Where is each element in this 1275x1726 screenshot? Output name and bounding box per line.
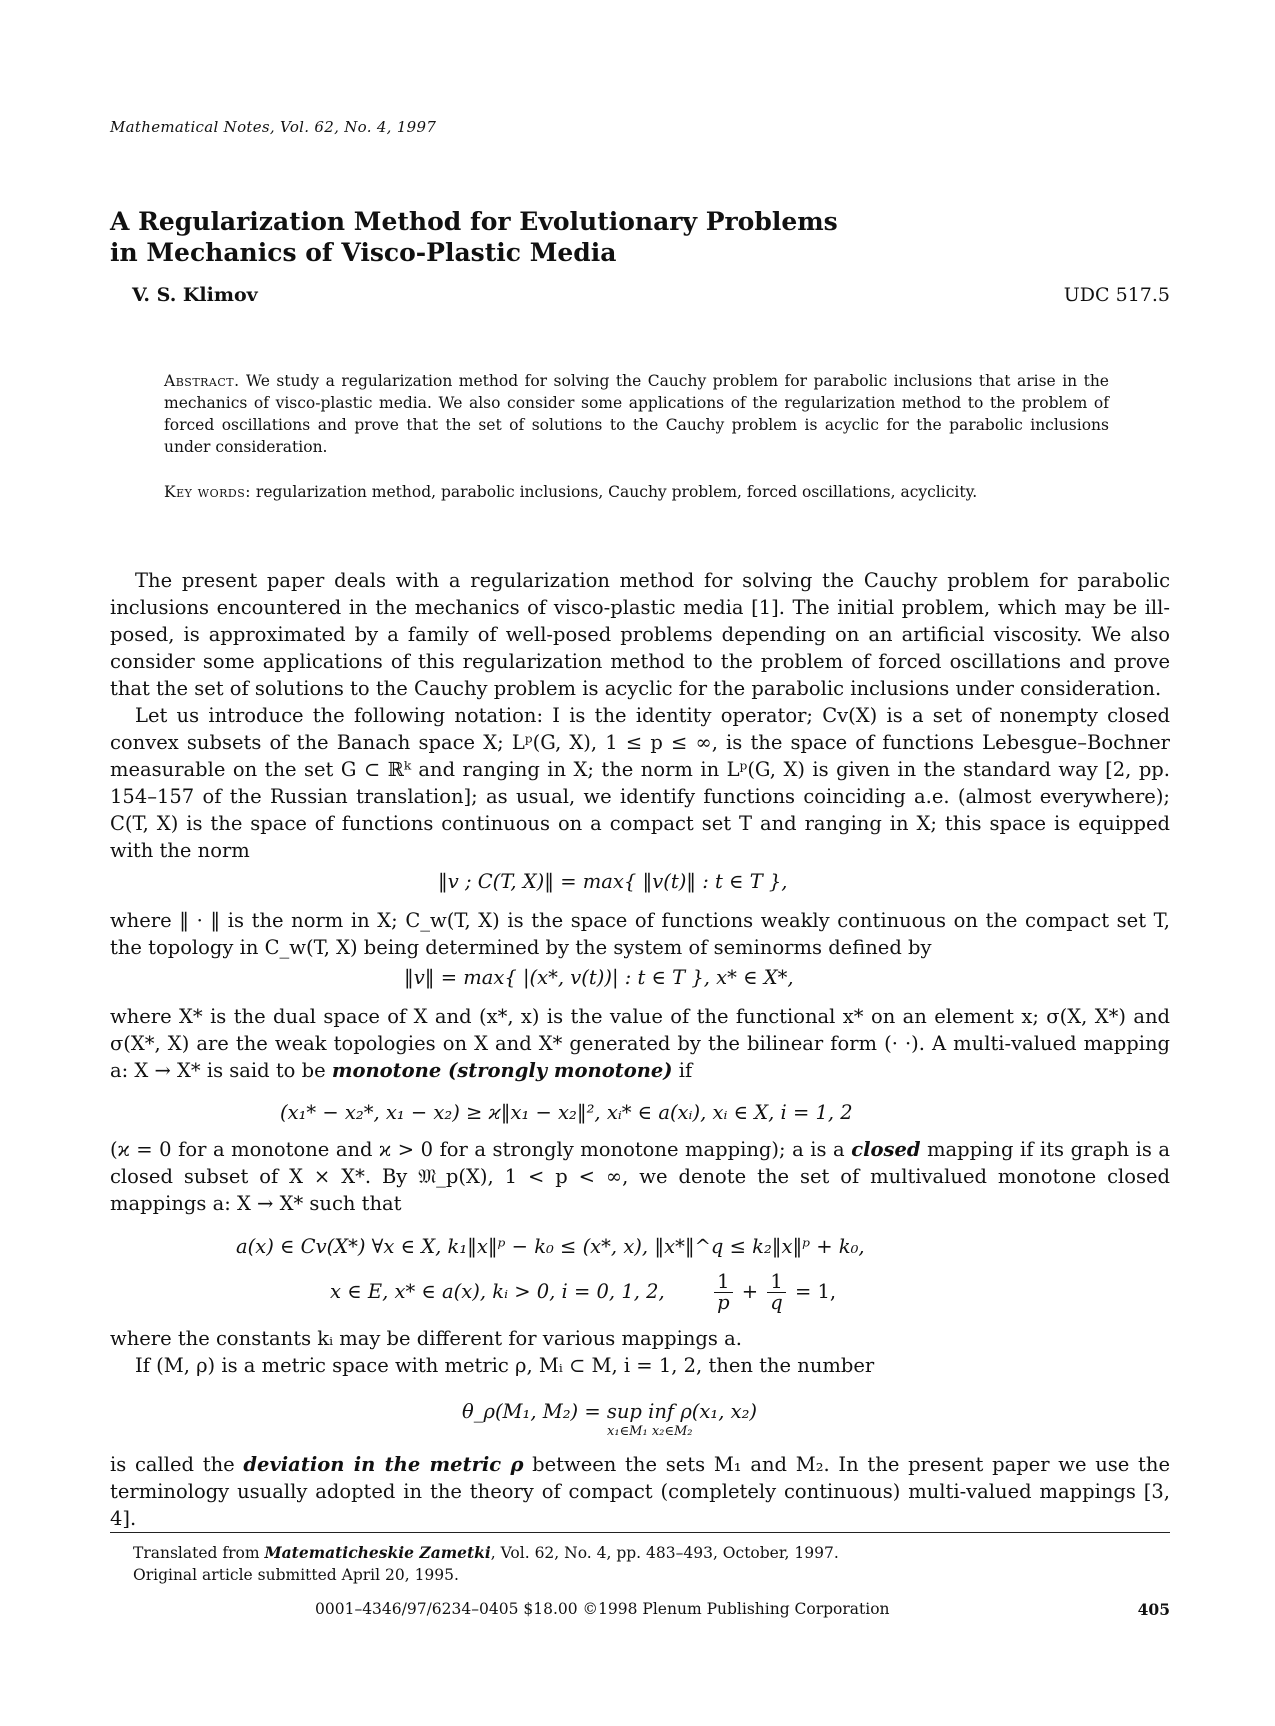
term-monotone: monotone (strongly monotone) [331,1059,673,1082]
equation-conditions-line-2: x ∈ E, x* ∈ a(x), kᵢ > 0, i = 0, 1, 2, $\frac{1}{p}$ + $\frac{1}{q}$ = 1, [330,1270,837,1314]
paragraph-5-text-b: mapping if its graph is a closed subset of X × X*. By 𝔐_p(X), 1 < p < ∞, we denote the set of multivalued monotone closed mappings a: X → X* such that [110,1138,1170,1215]
paragraph-8-text-a: is called the [110,1453,244,1476]
equation-deviation-subscripts: x₁∈M₁ x₂∈M₂ [607,1424,693,1439]
body-section-6 [110,1451,1170,1532]
paragraph-4 [110,1003,1170,1084]
title-line-1: A Regularization Method for Evolutionary Problems [110,207,838,236]
equation-seminorm: ‖v‖ = max{ |(x*, v(t))| : t ∈ T }, x* ∈ X*, [404,966,794,989]
footnote-divider [110,1532,1170,1533]
page-number: 405 [1137,1600,1170,1619]
paragraph-2: Let us introduce the following notation: I is the identity operator; Cv(X) is a set of nonempty closed convex subsets of the Banach space X; Lᵖ(G, X), 1 ≤ p ≤ ∞, is the space of functions Lebesgue–Bochner measurable on the set G ⊂ ℝᵏ and ranging in X; the norm in Lᵖ(G, X) is given in the standard way [2, pp. 154–157 of the Russian translation]; as usual, we identify functions coinciding a.e. (almost everywhere); C(T, X) is the space of functions continuous on a compact set T and ranging in X; this space is equipped with the norm [110,704,1170,862]
copyright-line: 0001–4346/97/6234–0405 $18.00 ©1998 Plenum Publishing Corporation [315,1600,890,1618]
term-closed: closed [851,1138,921,1161]
footnote-line-2: Original article submitted April 20, 1995. [133,1566,459,1584]
author: V. S. Klimov [132,284,258,306]
paragraph-5 [110,1136,1170,1217]
abstract-label: Abstract. [164,372,240,390]
paragraph-4-text-b: if [672,1059,693,1082]
body-section-2 [110,907,1170,961]
paragraph-3: where ‖ · ‖ is the norm in X; C_w(T, X) is the space of functions weakly continuous on the compact set T, the topology in C_w(T, X) being determined by the system of seminorms defined by [110,909,1170,959]
title-line-2: in Mechanics of Visco-Plastic Media [110,238,617,267]
paragraph-7: If (M, ρ) is a metric space with metric ρ, Mᵢ ⊂ M, i = 1, 2, then the number [135,1354,875,1377]
paragraph-1: The present paper deals with a regularization method for solving the Cauchy problem for parabolic inclusions encountered in the mechanics of visco-plastic media [1]. The initial problem, which may be ill-posed, is approximated by a family of well-posed problems depending on an artificial viscosity. We also consider some applications of this regularization method to the problem of forced oscillations and prove that the set of solutions to the Cauchy problem is acyclic for the parabolic inclusions under consideration. [110,569,1170,700]
body-section-5 [110,1325,1170,1379]
abstract-text: We study a regularization method for solving the Cauchy problem for parabolic inclusions that arise in the mechanics of visco-plastic media. We also consider some applications of the regularization method to the problem of forced oscillations and prove that the set of solutions to the Cauchy problem is acyclic for the parabolic inclusions under consideration. [164,372,1109,456]
term-deviation: deviation in the metric ρ [243,1453,524,1476]
footnote-line-1: Translated from Matematicheskie Zametki, Vol. 62, No. 4, pp. 483–493, October, 1997. [133,1543,839,1562]
keywords-label: Key words: [164,483,251,501]
body-section-1 [110,567,1170,864]
paragraph-6: where the constants kᵢ may be different for various mappings a. [110,1327,742,1350]
body-section-3 [110,1003,1170,1084]
keywords [164,481,1109,503]
paragraph-8-text-b: between the sets M₁ and M₂. In the present paper we use the terminology usually adopted in the theory of compact (completely continuous) multi-valued mappings [3, 4]. [110,1453,1170,1530]
abstract [164,370,1109,458]
paragraph-5-text-a: (ϰ = 0 for a monotone and ϰ > 0 for a strongly monotone mapping); a is a [110,1138,852,1161]
fraction-1-over-q: $\frac{1}{q}$ [767,1272,785,1313]
equation-conditions-line-2-text: x ∈ E, x* ∈ a(x), kᵢ > 0, i = 0, 1, 2, [330,1280,665,1303]
paragraph-4-text-a: where X* is the dual space of X and (x*, x) is the value of the functional x* on an element x; σ(X, X*) and σ(X*, X) are the weak topologies on X and X* generated by the bilinear form (· ·). A multi-valued mapping a: X → X* is said to be [110,1005,1170,1082]
fraction-1-over-p: $\frac{1}{p}$ [714,1272,732,1313]
equation-deviation: θ_ρ(M₁, M₂) = sup inf ρ(x₁, x₂) [462,1400,758,1423]
equation-norm: ‖v ; C(T, X)‖ = max{ ‖v(t)‖ : t ∈ T }, [438,870,788,893]
equation-monotone: (x₁* − x₂*, x₁ − x₂) ≥ ϰ‖x₁ − x₂‖², xᵢ* ∈ a(xᵢ), xᵢ ∈ X, i = 1, 2 [280,1101,853,1124]
footnote [133,1542,839,1586]
paper-title [110,206,838,268]
body-section-4 [110,1136,1170,1217]
equation-conditions-line-1: a(x) ∈ Cv(X*) ∀x ∈ X, k₁‖x‖ᵖ − k₀ ≤ (x*, x), ‖x*‖^q ≤ k₂‖x‖ᵖ + k₀, [236,1235,865,1258]
udc-code: UDC 517.5 [1063,284,1170,306]
keywords-text: regularization method, parabolic inclusions, Cauchy problem, forced oscillations, acyclicity. [255,483,978,501]
journal-header: Mathematical Notes, Vol. 62, No. 4, 1997 [110,118,437,136]
paragraph-8 [110,1451,1170,1532]
source-journal: Matematicheskie Zametki [264,1543,491,1562]
